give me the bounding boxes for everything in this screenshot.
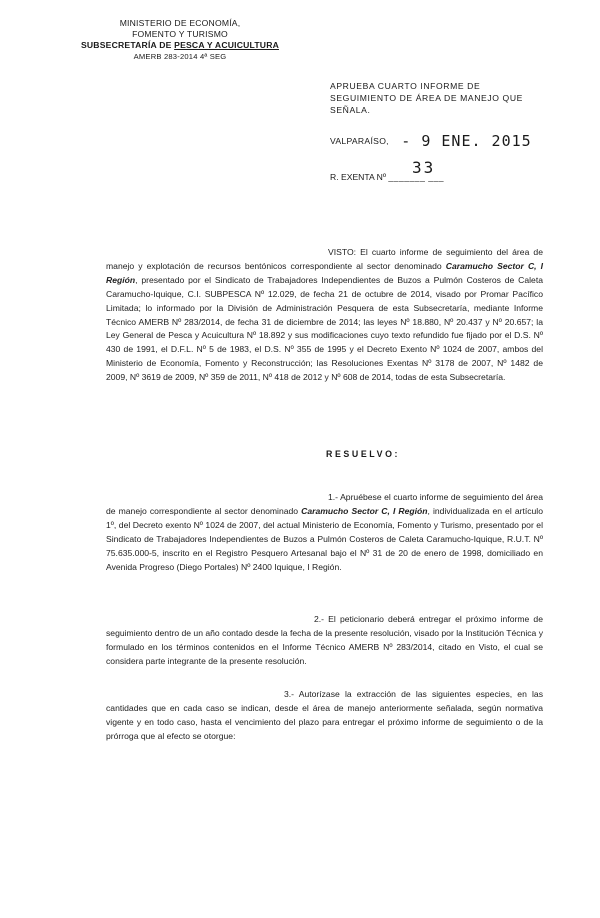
exenta-blank: _______ ___ bbox=[388, 172, 445, 182]
date-line bbox=[330, 132, 532, 150]
resolution-reference: APRUEBA CUARTO INFORME DE SEGUIMIENTO DE ÁREA DE MANEJO QUE SEÑALA. bbox=[330, 81, 523, 115]
file-code: AMERB 283-2014 4ª SEG bbox=[133, 52, 227, 61]
subsecretaria-underlined: PESCA Y ACUICULTURA bbox=[174, 40, 280, 50]
ministry-line-1: MINISTERIO DE ECONOMÍA, bbox=[119, 18, 241, 28]
item-3-paragraph bbox=[106, 688, 543, 744]
ministry-header bbox=[80, 18, 280, 62]
item-1-lead: 1.- Apruébese el cuarto informe de seguimiento del área de manejo correspondiente al sector denominado bbox=[106, 492, 543, 516]
subsecretaria-line bbox=[80, 40, 280, 51]
exenta-number: 33 bbox=[412, 158, 436, 177]
visto-sector: Caramucho Sector C, I Región bbox=[106, 260, 544, 285]
item-1-rest: , individualizada en el artículo 1º, del Decreto exento Nº 1024 de 2007, del actual Ministerio de Economía, Fomento y Turismo, presentado por el Sindicato de Trabajadores Independientes de Buzos a Pulmón Costeros de Caleta Caramucho-Iquique, R.U.T. Nº 75.635.000-5, inscrito en el Registro Pesquero Artesanal bajo el Nº 31 de 20 de enero de 1998, domiciliado en Avenida Progreso (Diego Portales) Nº 2400 Iquique, I Región. bbox=[106, 505, 543, 572]
ministry-line-2: FOMENTO Y TURISMO bbox=[132, 29, 228, 39]
item-1-sector: Caramucho Sector C, I Región bbox=[301, 505, 428, 516]
date-stamp: - 9 ENE. 2015 bbox=[401, 132, 532, 150]
item-2-paragraph bbox=[106, 613, 543, 669]
visto-rest: , presentado por el Sindicato de Trabajadores Independientes de Buzos a Pulmón Costeros de Caleta Caramucho-Iquique, C.I. SUBPESCA Nº 12.029, de fecha 21 de octubre de 2014, visado por Promar Pacífico Limitada; lo informado por la División de Administración Pesquera de esta Subsecretaría, mediante Informe Técnico AMERB Nº 283/2014, de fecha 31 de diciembre de 2014; las leyes Nº 18.880, Nº 20.437 y Nº 20.657; la Ley General de Pesca y Acuicultura Nº 18.892 y sus modificaciones cuyo texto refundido fue fijado por el D.S. Nº 430 de 1991, el D.F.L. Nº 5 de 1983, el D.S. Nº 355 de 1995 y el Decreto Exento Nº 1024 de 2007, ambos del Ministerio de Economía, Fomento y Reconstrucción; las Resoluciones Exentas Nº 3178 de 2007, Nº 1482 de 2009, Nº 3619 de 2009, Nº 359 de 2011, Nº 418 de 2012 y Nº 608 de 2014, todas de esta Subsecretaría. bbox=[106, 274, 543, 383]
exenta-label: R. EXENTA Nº bbox=[330, 172, 386, 182]
subsecretaria-prefix: SUBSECRETARÍA DE bbox=[80, 40, 175, 50]
visto-lead: VISTO: El cuarto informe de seguimiento del área de manejo y explotación de recursos bentónicos correspondiente al sector denominado bbox=[106, 247, 543, 271]
item-1-paragraph bbox=[106, 491, 543, 574]
item-2-text: 2.- El peticionario deberá entregar el próximo informe de seguimiento dentro de un año contado desde la fecha de la presente resolución, visado por la Institución Técnica y formulado en los términos contenidos en el Informe Técnico AMERB Nº 283/2014, citado en Visto, el cual se considera parte integrante de la presente resolución. bbox=[106, 614, 543, 666]
exenta-line bbox=[330, 158, 445, 182]
item-3-text: 3.- Autorízase la extracción de las siguientes especies, en las cantidades que en cada caso se indican, desde el área de manejo anteriormente señalada, según normativa vigente y en todo caso, hasta el vencimiento del plazo para entregar el próximo informe de seguimiento o de la prórroga que al efecto se otorgue: bbox=[106, 689, 543, 741]
visto-paragraph bbox=[106, 246, 543, 385]
resuelvo-heading: RESUELVO: bbox=[326, 449, 401, 459]
place-label: VALPARAÍSO, bbox=[330, 136, 389, 146]
